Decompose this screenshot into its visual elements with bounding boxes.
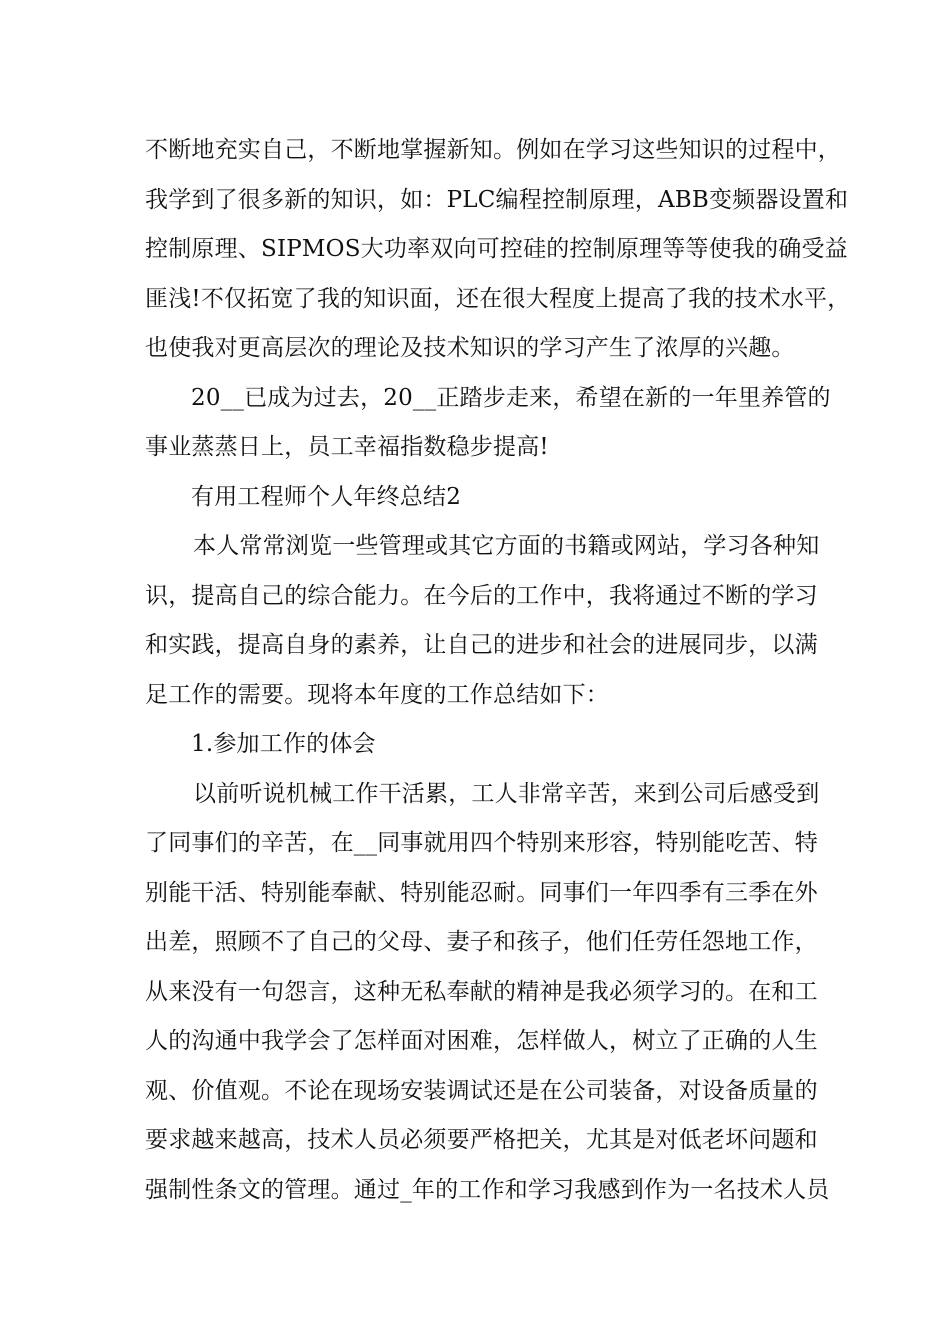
text-line: 识，提高自己的综合能力。在今后的工作中，我将通过不断的学习 xyxy=(145,582,818,609)
paragraph-new-year xyxy=(145,374,831,473)
text-line: 本人常常浏览一些管理或其它方面的书籍或网站，学习各种知 xyxy=(193,533,820,559)
text-line: 观、价值观。不论在现场安装调试还是在公司装备，对设备质量的 xyxy=(145,1077,818,1104)
text-line: 出差，照顾不了自己的父母、妻子和孩子，他们任劳任怨地工作， xyxy=(145,929,818,955)
text-line: 事业蒸蒸日上，员工幸福指数稳步提高! xyxy=(145,434,549,460)
text-line: 要求越来越高，技术人员必须要严格把关，尤其是对低老坏问题和 xyxy=(145,1127,818,1153)
section-heading-summary-2: 有用工程师个人年终总结2 xyxy=(191,483,462,510)
text-line: 和实践，提高自身的素养，让自己的进步和社会的进展同步，以满 xyxy=(145,632,818,658)
text-line: 20__已成为过去，20__正踏步走来，希望在新的一年里养管的 xyxy=(191,384,831,411)
text-line: 匪浅!不仅拓宽了我的知识面，还在很大程度上提高了我的技术水平， xyxy=(145,285,851,312)
text-line: 足工作的需要。现将本年度的工作总结如下： xyxy=(145,681,609,708)
paragraph-experience xyxy=(145,770,830,1216)
text-line: 人的沟通中我学会了怎样面对困难，怎样做人，树立了正确的人生 xyxy=(145,1028,818,1054)
text-line: 不断地充实自己，不断地掌握新知。例如在学习这些知识的过程中， xyxy=(145,137,841,163)
text-line: 从来没有一句怨言，这种无私奉献的精神是我必须学习的。在和工 xyxy=(145,978,818,1005)
text-line: 也使我对更高层次的理论及技术知识的学习产生了浓厚的兴趣。 xyxy=(145,335,795,361)
text-line: 我学到了很多新的知识，如：PLC编程控制原理，ABB变频器设置和 xyxy=(145,186,849,213)
section-heading-work-experience: 1.参加工作的体会 xyxy=(191,731,376,757)
text-line: 别能干活、特别能奉献、特别能忍耐。同事们一年四季有三季在外 xyxy=(145,879,818,906)
paragraph-learning xyxy=(145,126,851,374)
text-line: 以前听说机械工作干活累，工人非常辛苦，来到公司后感受到 xyxy=(193,780,820,807)
text-line: 了同事们的辛苦，在__同事就用四个特别来形容，特别能吃苦、特 xyxy=(145,830,818,856)
text-line: 控制原理、SIPMOS大功率双向可控硅的控制原理等等使我的确受益 xyxy=(145,236,848,262)
paragraph-intro xyxy=(145,522,820,720)
document-body xyxy=(145,126,851,1215)
text-line: 强制性条文的管理。通过_年的工作和学习我感到作为一名技术人员 xyxy=(145,1176,830,1203)
